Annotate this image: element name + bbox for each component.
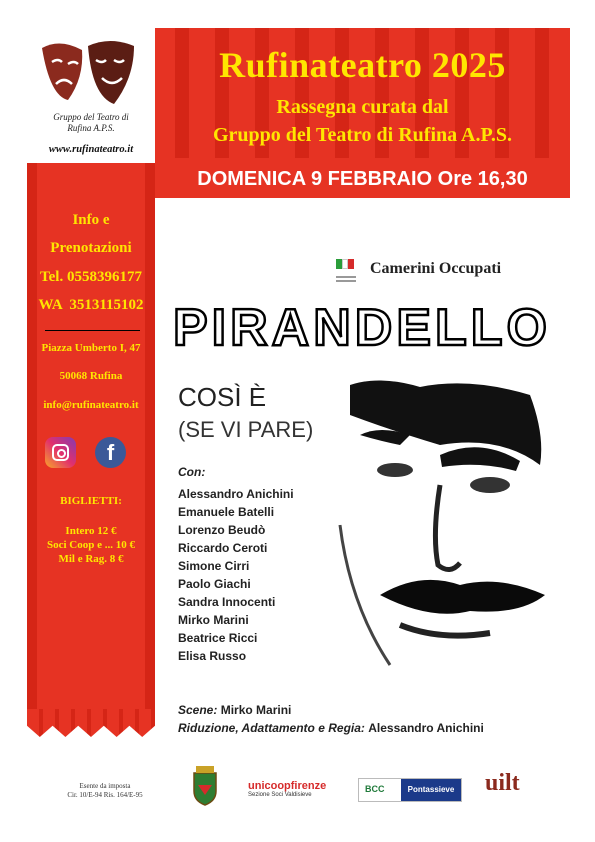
email-link[interactable]: info@rufinateatro.it [43, 399, 139, 411]
cast-member: Simone Cirri [178, 559, 250, 573]
whatsapp-number[interactable]: WA 3513115102 [38, 297, 144, 313]
address-city: 50068 Rufina [59, 370, 123, 382]
theatre-masks-icon [38, 38, 138, 112]
cast-member: Lorenzo Beudò [178, 523, 266, 537]
cast-label: Con: [178, 465, 206, 479]
sidebar-divider [45, 330, 140, 331]
fitalia-logo-icon [336, 256, 358, 280]
ticket-price-coop: Soci Coop e ... 10 € [47, 539, 135, 551]
info-heading-2: Prenotazioni [50, 240, 132, 256]
cast-member: Paolo Giachi [178, 577, 251, 591]
festival-subtitle-2: Gruppo del Teatro di Rufina A.P.S. [213, 124, 512, 146]
bcc-mark: BCC [365, 784, 385, 794]
uilt-mark: uilt [485, 770, 520, 796]
cast-member: Alessandro Anichini [178, 487, 294, 501]
tax-line-1: Esente da imposta [79, 782, 131, 790]
ticket-price-reduced: Mil e Rag. 8 € [58, 553, 124, 565]
tax-line-2: Cir. 10/E-94 Ris. 164/E-95 [67, 791, 143, 799]
festival-title: Rufinateatro 2025 [219, 45, 506, 85]
logo-caption [27, 112, 155, 134]
unicoop-name: unicoopfirenze [248, 780, 327, 792]
address-street: Piazza Umberto I, 47 [41, 342, 141, 354]
scenery-credit [178, 703, 291, 717]
bcc-logo [358, 778, 462, 802]
unicoop-logo [248, 780, 338, 798]
bcc-branch: Pontassieve [401, 779, 461, 801]
ticket-price-full: Intero 12 € [65, 525, 117, 537]
info-heading-1: Info e [72, 212, 110, 228]
phone-number[interactable]: Tel. 0558396177 [40, 269, 142, 285]
event-date: DOMENICA 9 FEBBRAIO Ore 16,30 [197, 168, 528, 190]
website-url[interactable]: www.rufinateatro.it [48, 144, 134, 155]
unicoop-section: Sezione Soci Valdisieve [248, 792, 312, 798]
cast-member: Riccardo Ceroti [178, 541, 268, 555]
uilt-logo [485, 768, 533, 804]
portrait-illustration [320, 375, 550, 675]
tax-exemption-note [55, 782, 155, 800]
direction-credit [178, 721, 484, 735]
author-name: PIRANDELLO [173, 299, 551, 357]
cast-member: Mirko Marini [178, 613, 249, 627]
logo-caption-line2: Rufina A.P.S. [67, 123, 115, 133]
direction-label: Riduzione, Adattamento e Regia: [178, 721, 365, 735]
festival-subtitle-1: Rassegna curata dal [276, 96, 449, 118]
scenery-label: Scene: [178, 703, 218, 717]
play-title-line1: COSÌ È [178, 382, 267, 412]
play-title-line2: (SE VI PARE) [178, 417, 314, 442]
scenery-name: Mirko Marini [220, 703, 292, 717]
logo-caption-line1: Gruppo del Teatro di [53, 112, 129, 122]
tickets-heading: BIGLIETTI: [60, 495, 122, 507]
direction-name: Alessandro Anichini [368, 721, 484, 735]
cast-member: Beatrice Ricci [178, 631, 258, 645]
cast-member: Sandra Innocenti [178, 595, 276, 609]
cast-member: Elisa Russo [178, 649, 247, 663]
facebook-icon[interactable]: f [95, 437, 126, 468]
instagram-icon[interactable] [45, 437, 76, 468]
comune-crest-icon [190, 765, 220, 807]
cast-member: Emanuele Batelli [178, 505, 275, 519]
company-name: Camerini Occupati [370, 260, 502, 277]
